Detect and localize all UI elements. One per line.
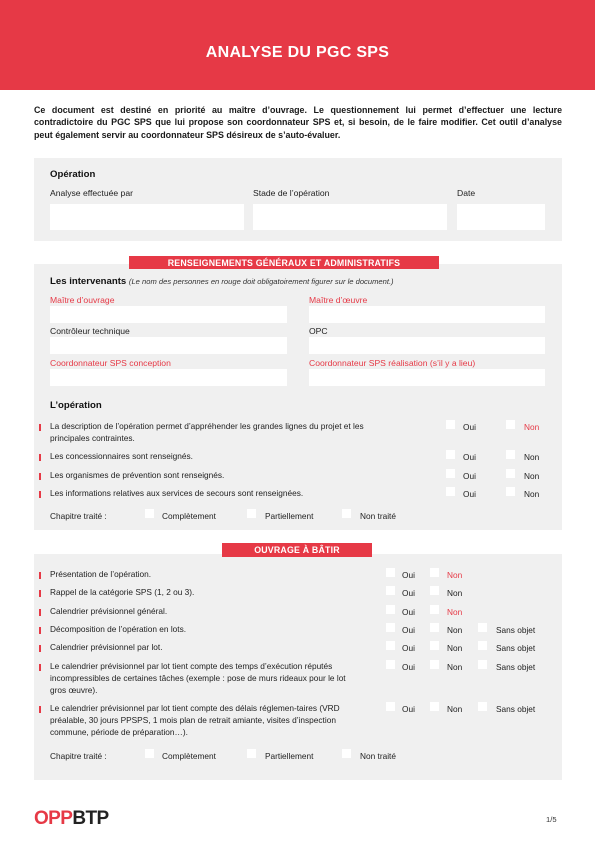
non-label: Non	[524, 471, 540, 481]
non-label: Non	[447, 643, 463, 653]
page-number: 1/5	[546, 815, 557, 824]
csps-realisation-label: Coordonnateur SPS réalisation (s’il y a lieu)	[309, 358, 476, 368]
operation-panel	[34, 158, 562, 241]
question-text: Calendrier prévisionnel par lot.	[50, 642, 163, 652]
non-traite-label: Non traité	[360, 751, 396, 761]
completement-checkbox[interactable]	[145, 509, 154, 518]
non-checkbox[interactable]	[506, 420, 515, 429]
oppbtp-logo	[34, 808, 109, 830]
partiellement-checkbox[interactable]	[247, 509, 256, 518]
oui-checkbox[interactable]	[386, 623, 395, 632]
non-checkbox[interactable]	[506, 450, 515, 459]
non-label: Non	[524, 452, 540, 462]
non-checkbox[interactable]	[430, 660, 439, 669]
required-marker	[39, 706, 41, 713]
required-marker	[39, 645, 41, 652]
non-label: Non	[447, 625, 463, 635]
question-text: Décomposition de l’opération en lots.	[50, 624, 187, 634]
non-checkbox[interactable]	[430, 568, 439, 577]
analyste-label: Analyse effectuée par	[50, 188, 133, 198]
non-checkbox[interactable]	[506, 487, 515, 496]
required-marker	[39, 454, 41, 461]
csps-conception-field[interactable]	[50, 369, 287, 386]
question-text: Les concessionnaires sont renseignés.	[50, 451, 193, 461]
completement-label: Complètement	[162, 751, 216, 761]
partiellement-label: Partiellement	[265, 511, 314, 521]
opc-label: OPC	[309, 326, 328, 336]
question-text: Rappel de la catégorie SPS (1, 2 ou 3).	[50, 587, 195, 597]
oui-label: Oui	[463, 471, 476, 481]
partiellement-checkbox[interactable]	[247, 749, 256, 758]
non-label: Non	[447, 588, 463, 598]
oui-label: Oui	[402, 607, 415, 617]
required-marker	[39, 491, 41, 498]
non-label: Non	[524, 489, 540, 499]
non-checkbox[interactable]	[430, 605, 439, 614]
oui-label: Oui	[402, 704, 415, 714]
non-traite-label: Non traité	[360, 511, 396, 521]
non-label: Non	[447, 607, 463, 617]
intro-paragraph: Ce document est destiné en priorité au maître d’ouvrage. Le questionnement lui permet d’effectuer une lecture contradictoire du PGC SPS que lui propose son coordonnateur SPS et, si besoin, de le faire modifier. Cet outil d’analyse peut également servir au coordonnateur SPS désireux de s’auto-évaluer.	[34, 105, 562, 140]
chapitre-label: Chapitre traité :	[50, 751, 107, 761]
non-checkbox[interactable]	[430, 586, 439, 595]
non-checkbox[interactable]	[430, 641, 439, 650]
non-label: Non	[524, 422, 540, 432]
chapitre-label: Chapitre traité :	[50, 511, 107, 521]
oui-checkbox[interactable]	[386, 660, 395, 669]
question-text: Présentation de l’opération.	[50, 569, 152, 579]
date-field[interactable]	[457, 204, 545, 230]
stade-label: Stade de l’opération	[253, 188, 330, 198]
sans-objet-label: Sans objet	[496, 643, 536, 653]
completement-label: Complètement	[162, 511, 216, 521]
sans-objet-label: Sans objet	[496, 625, 536, 635]
date-label: Date	[457, 188, 476, 198]
non-label: Non	[447, 704, 463, 714]
page-title: ANALYSE DU PGC SPS	[205, 44, 390, 61]
oui-checkbox[interactable]	[446, 487, 455, 496]
non-traite-checkbox[interactable]	[342, 749, 351, 758]
non-traite-checkbox[interactable]	[342, 509, 351, 518]
renseignements-panel	[34, 264, 562, 530]
question-text: Le calendrier prévisionnel par lot tient compte des temps d’exécution réputés incompressibles de certaines tâches (exemple : pose de murs rideaux pour le lot gros œuvre).	[50, 661, 346, 695]
required-marker	[39, 664, 41, 671]
moe-field[interactable]	[309, 306, 545, 323]
ct-field[interactable]	[50, 337, 287, 354]
completement-checkbox[interactable]	[145, 749, 154, 758]
required-marker	[39, 627, 41, 634]
partiellement-label: Partiellement	[265, 751, 314, 761]
question-text: Les informations relatives aux services de secours sont renseignées.	[50, 488, 304, 498]
oui-label: Oui	[463, 422, 476, 432]
intervenants-heading	[50, 276, 394, 287]
oui-checkbox[interactable]	[386, 641, 395, 650]
oui-label: Oui	[402, 588, 415, 598]
ouvrage-panel	[34, 554, 562, 780]
header-band	[0, 0, 595, 90]
non-label: Non	[447, 662, 463, 672]
mo-field[interactable]	[50, 306, 287, 323]
operation-sub-heading: L’opération	[50, 400, 102, 411]
oui-checkbox[interactable]	[386, 568, 395, 577]
sans-objet-checkbox[interactable]	[478, 702, 487, 711]
oui-checkbox[interactable]	[386, 605, 395, 614]
moe-label: Maître d’œuvre	[309, 295, 368, 305]
opc-field[interactable]	[309, 337, 545, 354]
required-marker	[39, 473, 41, 480]
oui-checkbox[interactable]	[386, 702, 395, 711]
csps-realisation-field[interactable]	[309, 369, 545, 386]
required-marker	[39, 424, 41, 431]
required-marker	[39, 572, 41, 579]
question-text: La description de l’opération permet d’appréhender les grandes lignes du projet et les principales contraintes.	[50, 421, 364, 443]
oui-label: Oui	[402, 662, 415, 672]
oui-checkbox[interactable]	[446, 420, 455, 429]
analyste-field[interactable]	[50, 204, 244, 230]
mo-label: Maître d’ouvrage	[50, 295, 115, 305]
non-checkbox[interactable]	[430, 623, 439, 632]
oui-label: Oui	[463, 489, 476, 499]
question-text: Le calendrier prévisionnel par lot tient compte des délais réglemen-taires (VRD préalable, 30 jours PPSPS, 1 mois plan de retrait amiante, visites d’inspection commune, période de préparation…).	[50, 703, 340, 737]
non-label: Non	[447, 570, 463, 580]
operation-heading: Opération	[50, 169, 96, 180]
sans-objet-checkbox[interactable]	[478, 623, 487, 632]
sans-objet-checkbox[interactable]	[478, 641, 487, 650]
oui-checkbox[interactable]	[386, 586, 395, 595]
non-checkbox[interactable]	[430, 702, 439, 711]
sans-objet-label: Sans objet	[496, 704, 536, 714]
non-checkbox[interactable]	[506, 469, 515, 478]
required-marker	[39, 590, 41, 597]
oui-label: Oui	[402, 570, 415, 580]
required-marker	[39, 609, 41, 616]
oui-label: Oui	[402, 625, 415, 635]
intervenants-title: Les intervenants	[50, 276, 127, 287]
logo-part-opp: OPP	[34, 808, 73, 829]
oui-label: Oui	[463, 452, 476, 462]
sans-objet-label: Sans objet	[496, 662, 536, 672]
oui-checkbox[interactable]	[446, 469, 455, 478]
csps-conception-label: Coordonnateur SPS conception	[50, 358, 171, 368]
intervenants-note: (Le nom des personnes en rouge doit obligatoirement figurer sur le document.)	[128, 277, 394, 286]
question-text: Calendrier prévisionnel général.	[50, 606, 168, 616]
question-text: Les organismes de prévention sont renseignés.	[50, 470, 225, 480]
oui-label: Oui	[402, 643, 415, 653]
stade-field[interactable]	[253, 204, 447, 230]
sans-objet-checkbox[interactable]	[478, 660, 487, 669]
ct-label: Contrôleur technique	[50, 326, 130, 336]
oui-checkbox[interactable]	[446, 450, 455, 459]
section-banner-ouvrage: OUVRAGE À BÂTIR	[222, 543, 372, 557]
section-banner-renseignements: RENSEIGNEMENTS GÉNÉRAUX ET ADMINISTRATIFS	[129, 256, 439, 269]
logo-part-btp: BTP	[72, 808, 109, 829]
